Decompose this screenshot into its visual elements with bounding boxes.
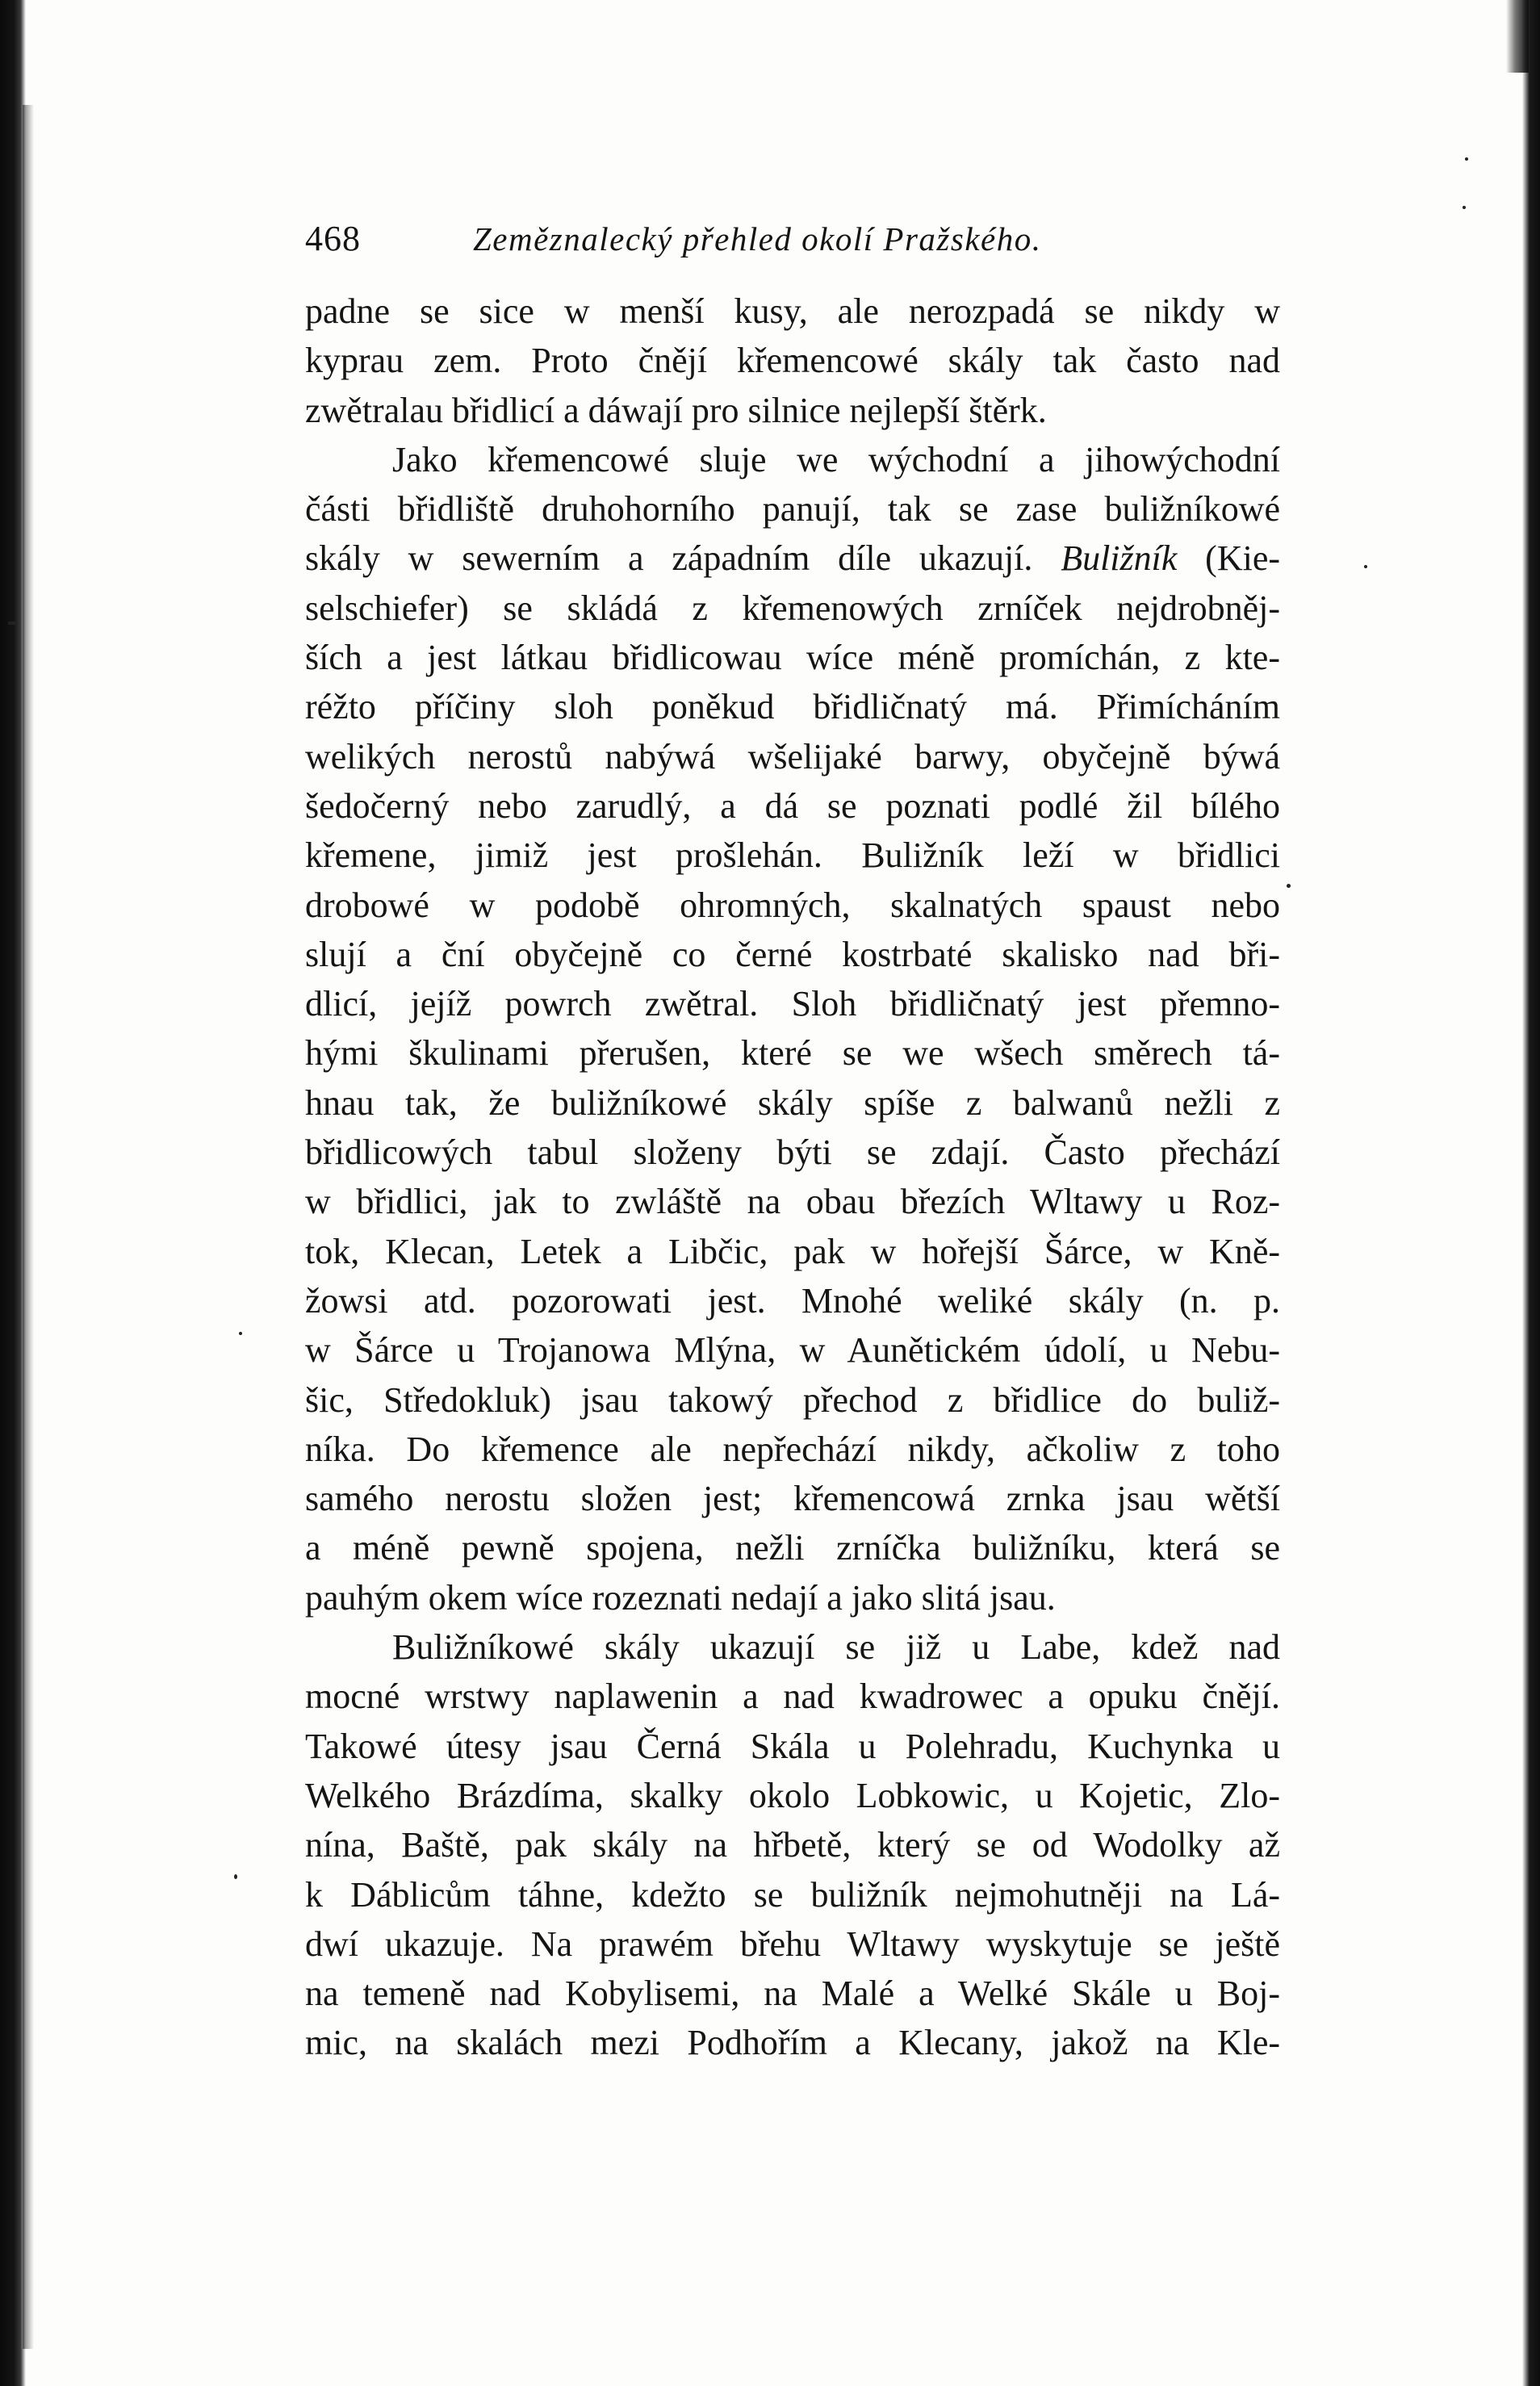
scan-shadow-left (23, 105, 34, 2349)
italic-term: Buližník (1061, 538, 1178, 579)
text-line: pauhým okem wíce rozeznati nedají a jako slitá jsau. (305, 1577, 1056, 1618)
scan-border-right-top (1506, 0, 1529, 73)
text-line: welikých nerostů nabýwá wšelijaké barwy, obyčejně býwá (305, 736, 1280, 776)
text-line: Buližníkowé skály ukazují se již u Labe, kdež nad (392, 1627, 1280, 1668)
dust-speck (234, 1874, 237, 1879)
text-line: křemene, jimiž jest prošlehán. Buližník leží w břidlici (305, 835, 1280, 876)
text-line: a méně pewně spojena, nežli zrníčka buližníku, která se (305, 1528, 1280, 1568)
text-line: dlicí, jejíž powrch zwětral. Sloh břidličnatý jest přemno- (305, 984, 1280, 1024)
text-line: k Dáblicům táhne, kdežto se buližník nejmohutněji na Lá- (305, 1874, 1280, 1915)
dust-speck (1463, 206, 1466, 209)
text-line: kyprau zem. Proto čnějí křemencowé skály tak často nad (305, 341, 1280, 381)
text-line: břidlicowých tabul složeny býti se zdají. Často přechází (305, 1132, 1280, 1173)
text-line: části břidliště druhohorního panují, tak se zase buližníkowé (305, 489, 1280, 530)
body-text (305, 287, 1280, 2068)
text-line: réžto příčiny sloh poněkud břidličnatý má. Přimícháním (305, 687, 1280, 727)
text-line: dwí ukazuje. Na prawém břehu Wltawy wyskytuje se ještě (305, 1923, 1280, 1964)
text-line: w Šárce u Trojanowa Mlýna, w Aunětickém údolí, u Nebu- (305, 1330, 1280, 1371)
page-number: 468 (305, 219, 361, 258)
text-line: nína, Baště, pak skály na hřbetě, který se od Wodolky až (305, 1825, 1280, 1865)
text-line: hnau tak, že buližníkowé skály spíše z balwanů nežli z (305, 1082, 1280, 1123)
text-line: zwětralau břidlicí a dáwají pro silnice nejlepší štěrk. (305, 390, 1047, 430)
text-line: šic, Středokluk) jsau takowý přechod z břidlice do buliž- (305, 1379, 1280, 1420)
text-line (305, 534, 1280, 583)
scan-border-right (1522, 0, 1540, 2386)
text-segment: (Kie- (1205, 538, 1281, 579)
text-line: drobowé w podobě ohromných, skalnatých spaust nebo (305, 885, 1280, 925)
text-line: Welkého Brázdíma, skalky okolo Lobkowic, u Kojetic, Zlo- (305, 1775, 1280, 1815)
text-line: selschiefer) se skládá z křemenowých zrníček nejdrobněj- (305, 588, 1280, 628)
text-line: žowsi atd. pozorowati jest. Mnohé weliké skály (n. p. (305, 1280, 1280, 1321)
page-header (305, 211, 1274, 268)
text-line: tok, Klecan, Letek a Libčic, pak w hořejší Šárce, w Kně- (305, 1231, 1280, 1271)
text-line: na temeně nad Kobylisemi, na Malé a Welké Skále u Boj- (305, 1974, 1280, 2014)
dust-speck (239, 1332, 242, 1335)
text-line: slují a ční obyčejně co černé kostrbaté skalisko nad bři- (305, 934, 1280, 974)
text-line: Jako křemencowé sluje we wýchodní a jihowýchodní (392, 439, 1280, 479)
text-line: níka. Do křemence ale nepřechází nikdy, ačkoliw z toho (305, 1429, 1280, 1469)
dust-speck (1287, 884, 1291, 888)
dust-speck (8, 622, 18, 625)
dust-speck (1364, 565, 1367, 568)
text-line: šedočerný nebo zarudlý, a dá se poznati podlé žil bílého (305, 785, 1280, 826)
text-line: padne se sice w menší kusy, ale nerozpadá se nikdy w (305, 291, 1280, 331)
text-line: mocné wrstwy naplawenin a nad kwadrowec a opuku čnějí. (305, 1676, 1280, 1717)
text-line: samého nerostu složen jest; křemencowá zrnka jsau wětší (305, 1479, 1280, 1519)
text-line: w břidlici, jak to zwláště na obau březích Wltawy u Roz- (305, 1182, 1280, 1222)
text-segment: skály w sewerním a západním díle ukazují. (305, 538, 1033, 579)
text-line: hými škulinami přerušen, které se we wšech směrech tá- (305, 1033, 1280, 1074)
text-line: mic, na skalách mezi Podhořím a Klecany, jakož na Kle- (305, 2023, 1280, 2063)
running-title: Zeměznalecký přehled okolí Pražského. (473, 220, 1042, 257)
dust-speck (1465, 157, 1468, 161)
text-line: ších a jest látkau břidlicowau wíce méně promíchán, z kte- (305, 638, 1280, 678)
text-line: Takowé útesy jsau Černá Skála u Polehradu, Kuchynka u (305, 1726, 1280, 1766)
